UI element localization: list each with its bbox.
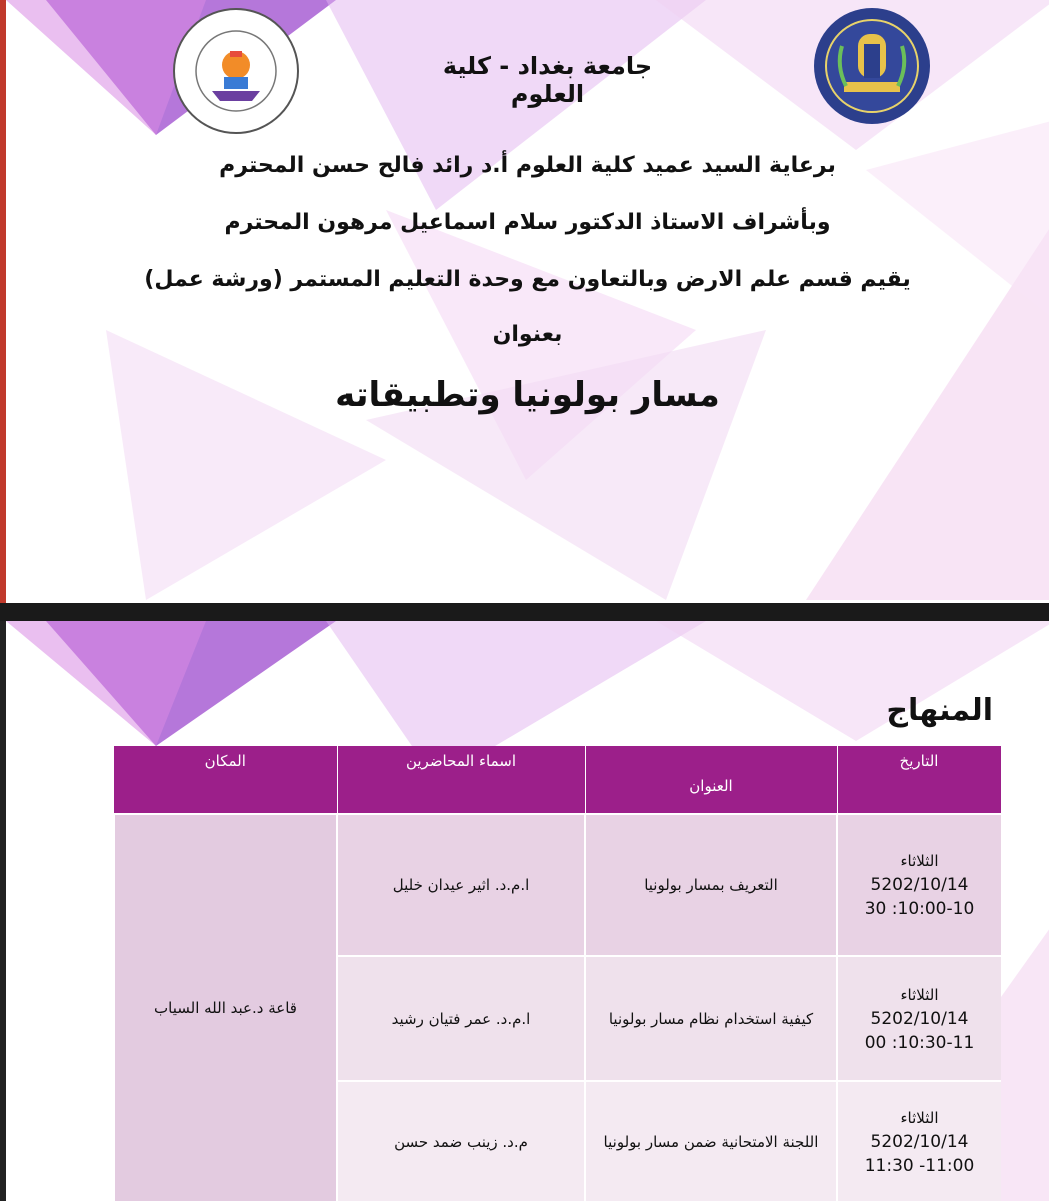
- patronage-line: برعاية السيد عميد كلية العلوم أ.د رائد فالح حسن المحترم: [219, 153, 836, 178]
- header-title: العنوان: [585, 746, 837, 814]
- workshop-title: مسار بولونيا وتطبيقاته: [335, 375, 720, 415]
- lecturer-cell: ا.م.د. عمر فتيان رشيد: [337, 956, 585, 1081]
- lecturer-cell: ا.م.د. اثير عيدان خليل: [337, 814, 585, 956]
- time-text: 10:00-10: 30: [864, 899, 975, 919]
- university-line: جامعة بغداد - كلية العلوم: [442, 52, 653, 108]
- entitled-line: بعنوان: [492, 322, 563, 347]
- header-date: التاريخ: [837, 746, 1001, 814]
- time-text: 10:30-11: 00: [864, 1032, 975, 1053]
- date-cell: [837, 956, 1001, 1081]
- day-text: الثلاثاء: [900, 985, 939, 1004]
- lecturer-cell: م.د. زينب ضمد حسن: [337, 1081, 585, 1201]
- schedule-heading: المنهاج: [886, 693, 993, 728]
- date-text: 5202/10/14: [870, 1131, 969, 1152]
- header-lecturers: اسماء المحاضرين: [337, 746, 585, 814]
- schedule-table: [113, 746, 1002, 1201]
- time-text: 11:00- 11:30: [864, 1155, 975, 1176]
- title-cell: كيفية استخدام نظام مسار بولونيا: [585, 956, 837, 1081]
- day-text: الثلاثاء: [900, 852, 939, 870]
- table-row: [114, 814, 1001, 956]
- title-cell: اللجنة الامتحانية ضمن مسار بولونيا: [585, 1081, 837, 1201]
- date-cell: [837, 1081, 1001, 1201]
- college-of-science-logo: [172, 7, 300, 135]
- date-text: 5202/10/14: [870, 875, 969, 895]
- university-of-baghdad-logo: [812, 6, 932, 126]
- date-text: 5202/10/14: [870, 1008, 969, 1029]
- title-cell: التعريف بمسار بولونيا: [585, 814, 837, 956]
- organizer-line: يقيم قسم علم الارض وبالتعاون مع وحدة التعليم المستمر (ورشة عمل): [144, 267, 911, 292]
- date-cell: [837, 814, 1001, 956]
- table-header-row: [114, 746, 1001, 814]
- header-place: المكان: [114, 746, 337, 814]
- schedule-slide: [0, 621, 1049, 1201]
- place-cell: قاعة د.عبد الله السياب: [114, 814, 337, 1201]
- day-text: الثلاثاء: [900, 1108, 939, 1127]
- supervision-line: وبأشراف الاستاذ الدكتور سلام اسماعيل مرهون المحترم: [224, 210, 831, 235]
